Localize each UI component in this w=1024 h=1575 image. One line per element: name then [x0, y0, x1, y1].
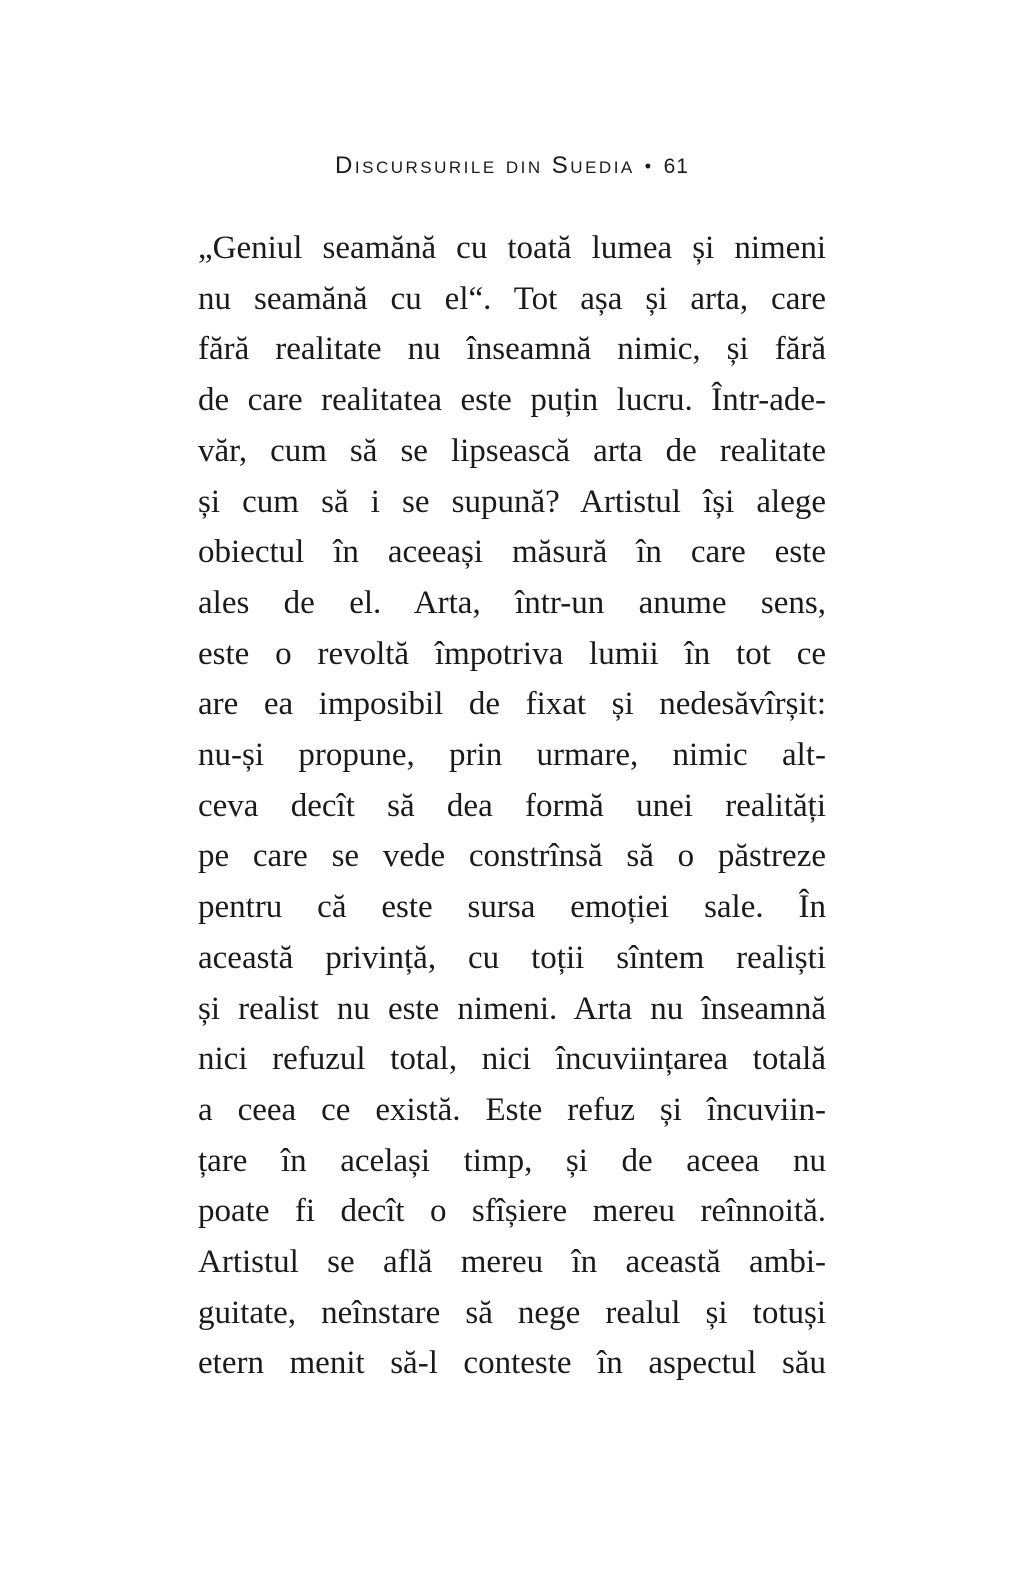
text-line: obiectul în aceeași măsură în care este — [198, 534, 826, 571]
text-line: are ea imposibil de fixat și nedesăvîrșit: — [198, 686, 826, 723]
text-line: „Geniul seamănă cu toată lumea și nimeni — [198, 230, 826, 266]
page-number: 61 — [663, 155, 689, 178]
text-line: nu seamănă cu el“. Tot așa și arta, care — [198, 280, 826, 317]
text-line: este o revoltă împotriva lumii în tot ce — [198, 635, 826, 672]
text-line: a ceea ce există. Este refuz și încuviin- — [198, 1091, 826, 1128]
text-line: de care realitatea este puțin lucru. Într-ade- — [198, 382, 826, 419]
text-line: țare în același timp, și de aceea nu — [198, 1142, 826, 1179]
text-line: poate fi decît o sfîșiere mereu reînnoită. — [198, 1193, 826, 1230]
text-line: această privință, cu toții sîntem realiști — [198, 939, 826, 976]
text-line: fără realitate nu înseamnă nimic, și fără — [198, 331, 826, 368]
text-line: nu-și propune, prin urmare, nimic alt- — [198, 737, 826, 774]
text-line: guitate, neînstare să nege realul și totuși — [198, 1294, 826, 1331]
running-header — [0, 152, 1024, 180]
text-line: pe care se vede constrînsă să o păstreze — [198, 838, 826, 875]
text-line: nici refuzul total, nici încuviințarea totală — [198, 1041, 826, 1078]
header-separator-bullet: • — [644, 156, 654, 176]
text-line: Artistul se află mereu în această ambi- — [198, 1244, 826, 1281]
running-header-title: Discursurile din Suedia — [335, 152, 635, 179]
body-paragraph — [198, 223, 826, 1389]
text-line: ales de el. Arta, într-un anume sens, — [198, 584, 826, 621]
text-line: văr, cum să se lipsească arta de realitate — [198, 432, 826, 469]
text-line: și cum să i se supună? Artistul își alege — [198, 483, 826, 520]
text-line: ceva decît să dea formă unei realități — [198, 787, 826, 824]
text-line: pentru că este sursa emoției sale. În — [198, 889, 826, 926]
text-line: etern menit să-l conteste în aspectul său — [198, 1345, 826, 1382]
text-line: și realist nu este nimeni. Arta nu înseamnă — [198, 990, 826, 1027]
